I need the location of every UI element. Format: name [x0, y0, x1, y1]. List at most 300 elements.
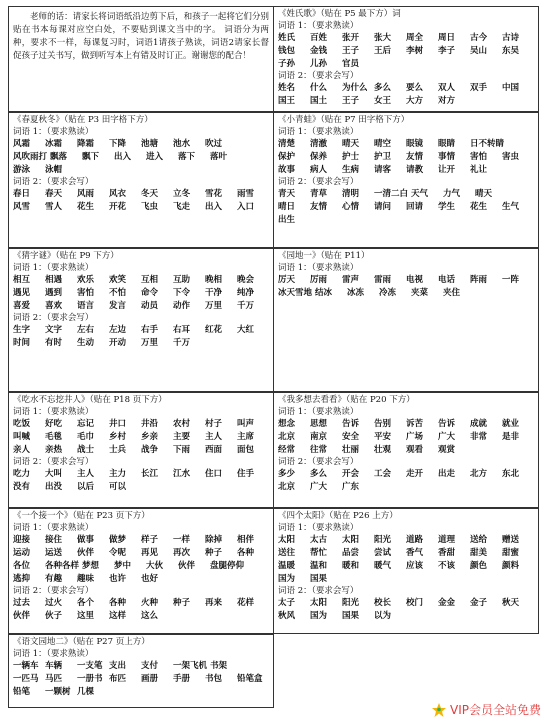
word: 病人	[310, 165, 328, 175]
word-group-2-label: 词语 2：（要求会写）	[278, 586, 359, 596]
word: 逃抑	[13, 574, 31, 584]
word: 雷雨	[374, 275, 392, 285]
word: 道理	[438, 535, 456, 545]
word: 书包	[205, 674, 223, 684]
word: 喜爱	[13, 301, 31, 311]
word: 过去	[13, 598, 31, 608]
word: 天气	[411, 189, 429, 199]
word: 不怕	[109, 288, 127, 298]
word: 没有	[13, 482, 31, 492]
word: 左边	[109, 325, 127, 335]
word: 战士	[77, 445, 95, 455]
word: 力气	[443, 189, 461, 199]
word: 大伙	[146, 561, 164, 571]
word: 生病	[342, 165, 360, 175]
word: 书架	[210, 661, 228, 671]
word: 古今	[470, 33, 488, 43]
word: 运动	[13, 548, 31, 558]
lesson-title: 《小青蛙》（贴在 P7 田字格下方）	[278, 115, 410, 125]
word: 帮忙	[310, 548, 328, 558]
word: 友情	[406, 152, 424, 162]
word: 国果	[310, 574, 328, 584]
word: 这样	[109, 611, 127, 621]
word: 双手	[470, 83, 488, 93]
word: 女王	[374, 96, 392, 106]
word: 害虫	[502, 152, 520, 162]
lesson-cell	[273, 6, 539, 112]
word: 生字	[13, 325, 31, 335]
word: 遇到	[45, 288, 63, 298]
word-group-2-label: 词语 2：（要求会写）	[13, 457, 94, 467]
word: 再次	[173, 548, 191, 558]
word-group-2	[278, 468, 534, 494]
word: 可以	[109, 482, 127, 492]
word: 雷声	[342, 275, 360, 285]
word: 开会	[342, 469, 360, 479]
word: 进入	[146, 152, 164, 162]
word-group-1-label: 词语 1：（要求熟读）	[13, 523, 94, 533]
word: 诉苦	[406, 419, 424, 429]
vip-logo[interactable]	[431, 701, 541, 718]
word: 井口	[109, 419, 127, 429]
word: 日不转睛	[470, 139, 505, 149]
word-group-1	[278, 418, 534, 457]
word: 晴日	[278, 202, 296, 212]
word: 万里	[141, 338, 159, 348]
word: 雪人	[45, 202, 63, 212]
lesson-cell	[273, 392, 539, 508]
word: 几棵	[77, 687, 95, 697]
lesson-title: 《我多想去看看》（贴在 P20 下方）	[278, 395, 415, 405]
word: 校长	[374, 598, 392, 608]
word: 就业	[502, 419, 520, 429]
word-group-1-label: 词语 1：（要求熟读）	[278, 523, 359, 533]
word-group-1-label: 词语 1：（要求熟读）	[13, 407, 94, 417]
word: 友情	[310, 202, 328, 212]
word: 姓氏	[278, 33, 296, 43]
word: 风霜	[13, 139, 31, 149]
word: 战争	[141, 445, 159, 455]
word: 金子	[470, 598, 488, 608]
word: 国为	[278, 574, 296, 584]
word: 生动	[77, 338, 95, 348]
word: 火种	[141, 598, 159, 608]
word: 有时	[45, 338, 63, 348]
word: 张开	[342, 33, 360, 43]
word: 落叶	[210, 152, 228, 162]
word: 广大	[310, 482, 328, 492]
word: 安全	[342, 432, 360, 442]
word: 毛毯	[45, 432, 63, 442]
word: 吴山	[470, 46, 488, 56]
word: 秋风	[278, 611, 296, 621]
star-person-icon	[431, 702, 447, 718]
lesson-title: 《园地一》（贴在 P11）	[278, 251, 370, 261]
word: 壮丽	[342, 445, 360, 455]
word: 夹菜	[411, 288, 429, 298]
word: 文字	[45, 325, 63, 335]
word: 心情	[342, 202, 360, 212]
word: 电视	[406, 275, 424, 285]
word-group-2-label: 词语 2：（要求会写）	[278, 177, 359, 187]
word: 这么	[141, 611, 159, 621]
word: 一架飞机	[173, 661, 208, 671]
lesson-title: 《春夏秋冬》（贴在 P3 田字格下方）	[13, 115, 153, 125]
word: 护卫	[374, 152, 392, 162]
word: 花生	[470, 202, 488, 212]
word: 时间	[13, 338, 31, 348]
word: 南京	[310, 432, 328, 442]
word: 一颗树	[45, 687, 71, 697]
word: 花生	[77, 202, 95, 212]
word: 吃力	[13, 469, 31, 479]
word: 冬天	[141, 189, 159, 199]
word: 种子	[205, 548, 223, 558]
word: 经常	[278, 445, 296, 455]
word: 出没	[45, 482, 63, 492]
word: 赠送	[502, 535, 520, 545]
word: 厉天	[278, 275, 296, 285]
word: 叫声	[237, 419, 255, 429]
word: 过火	[45, 598, 63, 608]
word-group-2-label: 词语 2：（要求会写）	[13, 313, 94, 323]
word: 吹过	[205, 139, 223, 149]
word: 一支笔	[77, 661, 103, 671]
word: 害怕	[470, 152, 488, 162]
word: 一册书	[77, 674, 103, 684]
word: 北京	[278, 482, 296, 492]
word: 做事	[77, 535, 95, 545]
word: 立冬	[173, 189, 191, 199]
word: 告诉	[438, 419, 456, 429]
word: 风雪	[13, 202, 31, 212]
word: 各种	[237, 548, 255, 558]
word: 士兵	[109, 445, 127, 455]
word: 布匹	[109, 674, 127, 684]
word: 马匹	[45, 674, 63, 684]
word: 命令	[141, 288, 159, 298]
word: 中国	[502, 83, 520, 93]
vocabulary-sheet	[8, 6, 539, 706]
word: 观赏	[438, 445, 456, 455]
word: 晴空	[374, 139, 392, 149]
word: 花样	[237, 598, 255, 608]
word: 眼镜	[406, 139, 424, 149]
word: 千万	[237, 301, 255, 311]
word: 甜蜜	[502, 548, 520, 558]
word: 多么	[310, 469, 328, 479]
word: 铅笔	[13, 687, 31, 697]
word: 暖气	[374, 561, 392, 571]
word: 国王	[278, 96, 296, 106]
lesson-cell	[8, 112, 274, 248]
word: 江水	[173, 469, 191, 479]
word: 香甜	[438, 548, 456, 558]
word: 干净	[205, 288, 223, 298]
word: 主人	[205, 432, 223, 442]
word: 广场	[406, 432, 424, 442]
word: 冰冻	[347, 288, 365, 298]
word: 乡亲	[141, 432, 159, 442]
word: 池水	[173, 139, 191, 149]
word: 车辆	[45, 661, 63, 671]
word: 李子	[438, 46, 456, 56]
word: 周日	[438, 33, 456, 43]
word: 壮观	[374, 445, 392, 455]
word: 千万	[173, 338, 191, 348]
word: 雪花	[205, 189, 223, 199]
word: 下雨	[173, 445, 191, 455]
word: 送给	[470, 535, 488, 545]
word: 请问	[374, 202, 392, 212]
word: 礼让	[470, 165, 488, 175]
word: 梦中	[114, 561, 132, 571]
word: 伙伴	[178, 561, 196, 571]
word: 接住	[45, 535, 63, 545]
word: 池塘	[141, 139, 159, 149]
word: 回请	[406, 202, 424, 212]
word: 盘腿停仰	[210, 561, 245, 571]
word: 春天	[45, 189, 63, 199]
word: 飘下	[82, 152, 100, 162]
word: 飞虫	[141, 202, 159, 212]
word: 铅笔盒	[237, 674, 263, 684]
word: 飘落	[50, 152, 68, 162]
word: 伙伴	[13, 611, 31, 621]
word: 想念	[278, 419, 296, 429]
word: 画册	[141, 674, 159, 684]
word: 令呢	[109, 548, 127, 558]
word: 颜色	[470, 561, 488, 571]
word-group-2	[278, 188, 534, 227]
word: 下令	[173, 288, 191, 298]
word: 平安	[374, 432, 392, 442]
word: 种子	[173, 598, 191, 608]
lesson-cell	[8, 634, 274, 708]
word: 做梦	[109, 535, 127, 545]
word-group-2-label: 词语 2：（要求会写）	[278, 71, 359, 81]
word: 青草	[310, 189, 328, 199]
word: 村子	[205, 419, 223, 429]
lesson-title: 《姓氏歌》（贴在 P5 最下方）词	[278, 9, 401, 19]
word: 保护	[278, 152, 296, 162]
word: 秋天	[502, 598, 520, 608]
word: 东吴	[502, 46, 520, 56]
word: 儿孙	[310, 59, 328, 69]
word: 请客	[374, 165, 392, 175]
word: 风衣	[109, 189, 127, 199]
teacher-note: 老师的话：请家长将词语纸沿边剪下后，和孩子一起将它们分别贴在书本每课对应空白处，不要贴到课文当中的字。 词语分为两种，要求不一样，每课复习时，词语1请孩子熟读，词语2请家长督促孩子过关书写，做到听写本上有错及时订正。谢谢您的配合！	[13, 12, 269, 61]
lesson-cell	[273, 112, 539, 248]
word: 王后	[374, 46, 392, 56]
word: 开动	[109, 338, 127, 348]
word-group-2-label: 词语 2：（要求会写）	[13, 586, 94, 596]
word: 北方	[470, 469, 488, 479]
word: 出入	[205, 202, 223, 212]
word: 落下	[178, 152, 196, 162]
word: 夹住	[443, 288, 461, 298]
word: 北京	[278, 432, 296, 442]
word: 李树	[406, 46, 424, 56]
word: 欢乐	[77, 275, 95, 285]
word: 颜料	[502, 561, 520, 571]
word: 泳帽	[45, 165, 63, 175]
word: 一辆车	[13, 661, 39, 671]
word: 亲热	[45, 445, 63, 455]
word: 要么	[406, 83, 424, 93]
word: 古诗	[502, 33, 520, 43]
word: 往常	[310, 445, 328, 455]
word: 一清二白	[374, 189, 409, 199]
word: 降霜	[77, 139, 95, 149]
word-group-2-label: 词语 2：（要求会写）	[278, 457, 359, 467]
word: 风雨	[77, 189, 95, 199]
word: 农村	[173, 419, 191, 429]
word-group-1-label: 词语 1：（要求熟读）	[13, 649, 94, 659]
word: 学生	[438, 202, 456, 212]
word: 欢笑	[109, 275, 127, 285]
word: 各个	[77, 598, 95, 608]
word: 乡村	[109, 432, 127, 442]
word-group-1-label: 词语 1：（要求熟读）	[13, 127, 94, 137]
word: 太阳	[342, 535, 360, 545]
vip-logo-text: VIP会员全站免费	[450, 703, 541, 717]
word: 王子	[342, 96, 360, 106]
word: 手册	[173, 674, 191, 684]
word: 一阵	[502, 275, 520, 285]
word: 冷冻	[379, 288, 397, 298]
word: 支付	[141, 661, 159, 671]
word: 什么	[310, 83, 328, 93]
word: 主席	[237, 432, 255, 442]
word: 晴天	[342, 139, 360, 149]
word: 大方	[406, 96, 424, 106]
word: 思想	[310, 419, 328, 429]
word: 青天	[278, 189, 296, 199]
word: 右手	[141, 325, 159, 335]
lesson-cell	[273, 508, 539, 634]
lesson-cell	[8, 392, 274, 508]
word-group-1	[13, 138, 269, 177]
word: 工会	[374, 469, 392, 479]
word: 出走	[438, 469, 456, 479]
word: 一样	[173, 535, 191, 545]
word: 暖和	[342, 561, 360, 571]
word: 主人	[77, 469, 95, 479]
word: 结冰	[315, 288, 333, 298]
word-group-1	[13, 660, 269, 699]
word: 大红	[237, 325, 255, 335]
word: 百姓	[310, 33, 328, 43]
word: 也好	[141, 574, 159, 584]
word: 相互	[13, 275, 31, 285]
word: 面包	[237, 445, 255, 455]
word-group-1	[13, 274, 269, 313]
word: 阳光	[374, 535, 392, 545]
word: 各种各样	[45, 561, 80, 571]
word: 一匹马	[13, 674, 39, 684]
word: 各种	[109, 598, 127, 608]
word-group-1-label: 词语 1：（要求熟读）	[278, 21, 359, 31]
word: 王子	[342, 46, 360, 56]
word: 纯净	[237, 288, 255, 298]
lesson-cell	[273, 248, 539, 392]
word: 冰霜	[45, 139, 63, 149]
word-group-1	[278, 274, 534, 300]
word: 语言	[77, 301, 95, 311]
word: 大叫	[45, 469, 63, 479]
word-group-2	[13, 597, 269, 623]
word: 晚会	[237, 275, 255, 285]
word-group-1	[13, 534, 269, 586]
word: 对方	[438, 96, 456, 106]
word: 双人	[438, 83, 456, 93]
word: 张大	[374, 33, 392, 43]
word-group-2	[278, 597, 534, 623]
teacher-note-cell	[8, 6, 274, 112]
word: 冰天雪地	[278, 288, 313, 298]
word: 有趣	[45, 574, 63, 584]
word: 喜欢	[45, 301, 63, 311]
word: 发言	[109, 301, 127, 311]
word: 以后	[77, 482, 95, 492]
word: 眼睛	[438, 139, 456, 149]
word: 忘记	[77, 419, 95, 429]
word: 护士	[342, 152, 360, 162]
word: 也许	[109, 574, 127, 584]
word: 太阳	[310, 598, 328, 608]
word: 观看	[406, 445, 424, 455]
word: 国果	[342, 611, 360, 621]
word: 支出	[109, 661, 127, 671]
word: 好吃	[45, 419, 63, 429]
word: 国为	[310, 611, 328, 621]
lesson-title: 《四个太阳》（贴在 P26 上方）	[278, 511, 398, 521]
word: 让开	[438, 165, 456, 175]
word: 多么	[374, 83, 392, 93]
word: 主要	[173, 432, 191, 442]
word: 生气	[502, 202, 520, 212]
word: 互相	[141, 275, 159, 285]
lesson-title: 《猜字谜》（贴在 P9 下方）	[13, 251, 119, 261]
word: 西面	[205, 445, 223, 455]
word: 亲人	[13, 445, 31, 455]
word: 温和	[310, 561, 328, 571]
word: 广大	[438, 432, 456, 442]
lesson-cell	[8, 508, 274, 634]
word: 相伴	[237, 535, 255, 545]
word: 春日	[13, 189, 31, 199]
word: 钱包	[278, 46, 296, 56]
word-group-2	[13, 324, 269, 350]
word: 吃饭	[13, 419, 31, 429]
word: 遇见	[13, 288, 31, 298]
word: 左右	[77, 325, 95, 335]
word: 非常	[470, 432, 488, 442]
word: 动作	[173, 301, 191, 311]
word: 各位	[13, 561, 31, 571]
word: 周全	[406, 33, 424, 43]
word: 告别	[374, 419, 392, 429]
word: 东北	[502, 469, 520, 479]
word: 游泳	[13, 165, 31, 175]
word-group-1-label: 词语 1：（要求熟读）	[278, 263, 359, 273]
word: 入口	[237, 202, 255, 212]
word: 开花	[109, 202, 127, 212]
word: 红花	[205, 325, 223, 335]
word: 主力	[109, 469, 127, 479]
word: 趣味	[77, 574, 95, 584]
